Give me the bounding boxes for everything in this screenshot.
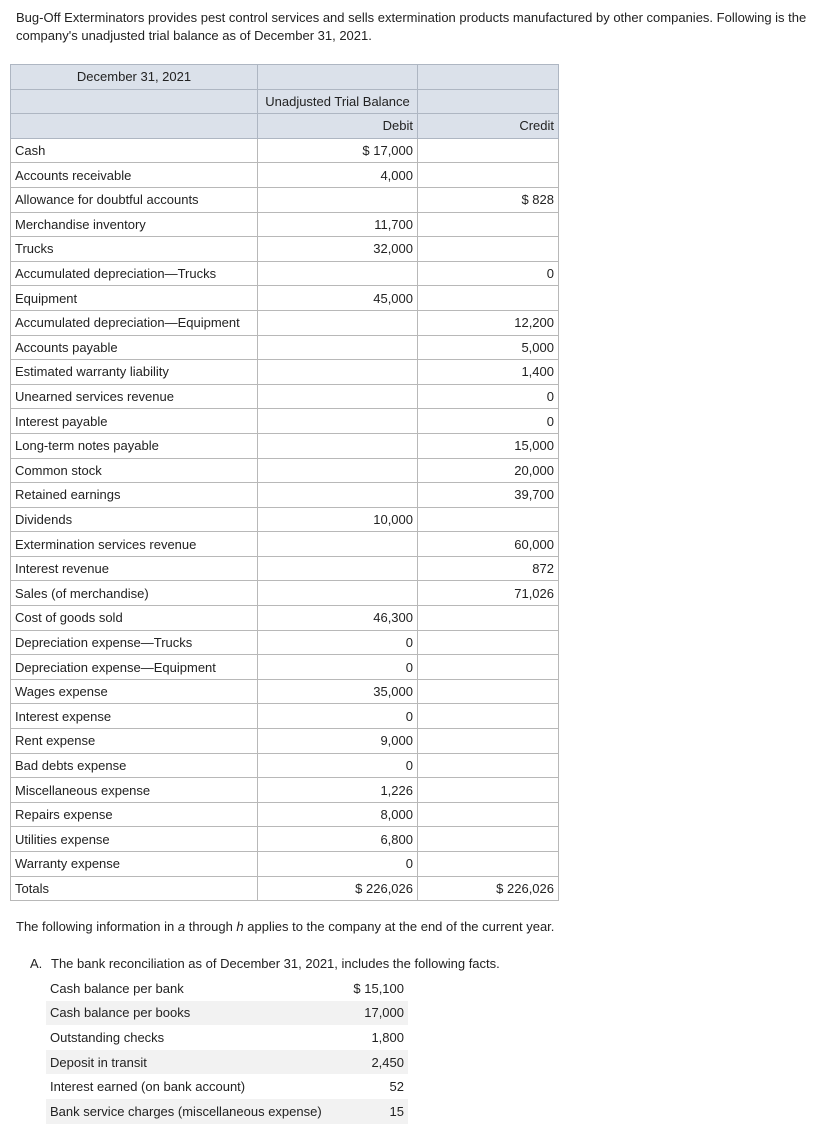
debit-cell: 0 [258,852,418,877]
debit-cell [258,261,418,286]
bank-fact-row [46,1074,408,1099]
account-cell: Accumulated depreciation—Trucks [11,261,258,286]
following-info-text [16,919,554,934]
account-cell: Common stock [11,458,258,483]
trial-balance-row [11,729,559,754]
credit-cell: 12,200 [418,310,559,335]
debit-cell [258,581,418,606]
debit-cell: 10,000 [258,507,418,532]
trial-balance-row [11,360,559,385]
debit-cell: 1,226 [258,778,418,803]
bank-fact-value: 1,800 [371,1029,404,1045]
account-cell: Interest revenue [11,556,258,581]
debit-cell: $ 17,000 [258,138,418,163]
account-cell: Repairs expense [11,802,258,827]
following-info-before: The following information in [16,919,178,934]
debit-cell: 32,000 [258,237,418,262]
bank-fact-row [46,1050,408,1075]
account-cell: Rent expense [11,729,258,754]
account-cell: Interest expense [11,704,258,729]
trial-balance-row [11,409,559,434]
account-cell: Merchandise inventory [11,212,258,237]
debit-cell [258,409,418,434]
bank-fact-value: $ 15,100 [353,980,404,996]
header-row-columns [11,114,559,139]
bank-fact-label: Bank service charges (miscellaneous expense) [46,1099,334,1124]
account-cell: Trucks [11,237,258,262]
bank-fact-row [46,1001,408,1026]
bank-fact-label: Cash balance per books [46,1001,334,1026]
date-header: December 31, 2021 [11,65,258,90]
debit-cell: 0 [258,630,418,655]
credit-cell: 0 [418,384,559,409]
credit-cell [418,655,559,680]
debit-cell [258,556,418,581]
trial-balance-row [11,433,559,458]
trial-balance-row [11,556,559,581]
bank-fact-value: 17,000 [334,1001,408,1026]
debit-cell: 4,000 [258,163,418,188]
credit-cell [418,507,559,532]
credit-cell [418,138,559,163]
trial-balance-row [11,310,559,335]
debit-cell: 0 [258,753,418,778]
debit-cell [258,532,418,557]
bank-reconciliation-table [46,976,408,1124]
bank-fact-value: 2,450 [334,1050,408,1075]
debit-cell [258,458,418,483]
account-cell: Accounts payable [11,335,258,360]
bank-fact-row [46,1025,408,1050]
trial-balance-row [11,187,559,212]
debit-header: Debit [258,114,418,139]
account-cell: Interest payable [11,409,258,434]
credit-cell [418,729,559,754]
credit-cell [418,163,559,188]
trial-balance-row [11,581,559,606]
debit-cell: 35,000 [258,679,418,704]
trial-balance-row [11,679,559,704]
credit-cell: 0 [418,261,559,286]
debit-cell: 9,000 [258,729,418,754]
account-cell: Dividends [11,507,258,532]
trial-balance-row [11,704,559,729]
trial-balance-row [11,163,559,188]
header-blank [11,114,258,139]
account-cell: Long-term notes payable [11,433,258,458]
account-cell: Depreciation expense—Equipment [11,655,258,680]
credit-header: Credit [418,114,559,139]
header-row-group [11,89,559,114]
bank-fact-label: Outstanding checks [50,1029,165,1045]
account-cell: Miscellaneous expense [11,778,258,803]
credit-cell: 872 [418,556,559,581]
credit-cell [418,852,559,877]
following-info-after: applies to the company at the end of the current year. [243,919,555,934]
trial-balance-row [11,286,559,311]
trial-balance-row [11,458,559,483]
account-cell: Accounts receivable [11,163,258,188]
account-cell: Estimated warranty liability [11,360,258,385]
credit-cell [418,679,559,704]
header-blank [418,89,559,114]
credit-cell [418,827,559,852]
debit-cell [258,360,418,385]
credit-cell: 1,400 [418,360,559,385]
account-cell: Cash [11,138,258,163]
trial-balance-row [11,753,559,778]
bank-fact-label: Deposit in transit [46,1050,334,1075]
following-info-mid: through [185,919,237,934]
trial-balance-row [11,532,559,557]
debit-cell: 0 [258,704,418,729]
item-a-marker: A. [30,956,43,971]
following-info-h: h [236,919,244,934]
account-cell: Depreciation expense—Trucks [11,630,258,655]
credit-cell [418,704,559,729]
debit-cell [258,310,418,335]
credit-cell [418,606,559,631]
debit-cell [258,335,418,360]
trial-balance-row [11,876,559,901]
trial-balance-row [11,630,559,655]
account-cell: Sales (of merchandise) [11,581,258,606]
trial-balance-row [11,483,559,508]
trial-balance-table [10,64,559,901]
credit-cell [418,802,559,827]
item-a [30,956,500,971]
debit-cell: $ 226,026 [258,876,418,901]
credit-cell [418,753,559,778]
credit-cell: 0 [418,409,559,434]
account-cell: Bad debts expense [11,753,258,778]
debit-cell [258,384,418,409]
debit-cell: 11,700 [258,212,418,237]
trial-balance-row [11,802,559,827]
header-blank [258,65,418,90]
account-cell: Retained earnings [11,483,258,508]
account-cell: Allowance for doubtful accounts [11,187,258,212]
bank-fact-row [46,976,408,1001]
trial-balance-row [11,606,559,631]
account-cell: Wages expense [11,679,258,704]
trial-balance-row [11,335,559,360]
bank-fact-label: Interest earned (on bank account) [50,1079,246,1095]
credit-cell: 5,000 [418,335,559,360]
account-cell: Unearned services revenue [11,384,258,409]
trial-balance-row [11,507,559,532]
account-cell: Equipment [11,286,258,311]
following-info-a: a [177,919,186,934]
credit-cell [418,778,559,803]
debit-cell: 46,300 [258,606,418,631]
credit-cell [418,286,559,311]
trial-balance-row [11,237,559,262]
bank-fact-value: 52 [389,1079,404,1095]
debit-cell [258,483,418,508]
item-a-text: The bank reconciliation as of December 31, 2021, includes the following facts. [51,956,500,971]
unadjusted-trial-balance-header: Unadjusted Trial Balance [258,89,418,114]
debit-cell: 0 [258,655,418,680]
trial-balance-row [11,138,559,163]
account-cell: Extermination services revenue [11,532,258,557]
debit-cell [258,187,418,212]
credit-cell [418,630,559,655]
bank-fact-value: 15 [334,1099,408,1124]
trial-balance-row [11,827,559,852]
header-blank [418,65,559,90]
credit-cell: 39,700 [418,483,559,508]
debit-cell: 6,800 [258,827,418,852]
trial-balance-row [11,852,559,877]
credit-cell [418,237,559,262]
account-cell: Warranty expense [11,852,258,877]
trial-balance-row [11,212,559,237]
trial-balance-row [11,778,559,803]
credit-cell [418,212,559,237]
debit-cell [258,433,418,458]
credit-cell: 60,000 [418,532,559,557]
trial-balance-row [11,655,559,680]
credit-cell: 20,000 [418,458,559,483]
credit-cell: 71,026 [418,581,559,606]
credit-cell: $ 828 [418,187,559,212]
bank-fact-row [46,1099,408,1124]
trial-balance-row [11,261,559,286]
header-blank [11,89,258,114]
account-cell: Accumulated depreciation—Equipment [11,310,258,335]
account-cell: Cost of goods sold [11,606,258,631]
credit-cell: $ 226,026 [418,876,559,901]
intro-paragraph: Bug-Off Exterminators provides pest control services and sells extermination products manufactured by other companies. Following is the company's unadjusted trial balance as of December 31, 2021. [16,10,807,43]
header-row-date [11,65,559,90]
account-cell: Totals [11,876,258,901]
credit-cell: 15,000 [418,433,559,458]
account-cell: Utilities expense [11,827,258,852]
trial-balance-row [11,384,559,409]
bank-fact-label: Cash balance per bank [50,980,184,996]
debit-cell: 45,000 [258,286,418,311]
debit-cell: 8,000 [258,802,418,827]
